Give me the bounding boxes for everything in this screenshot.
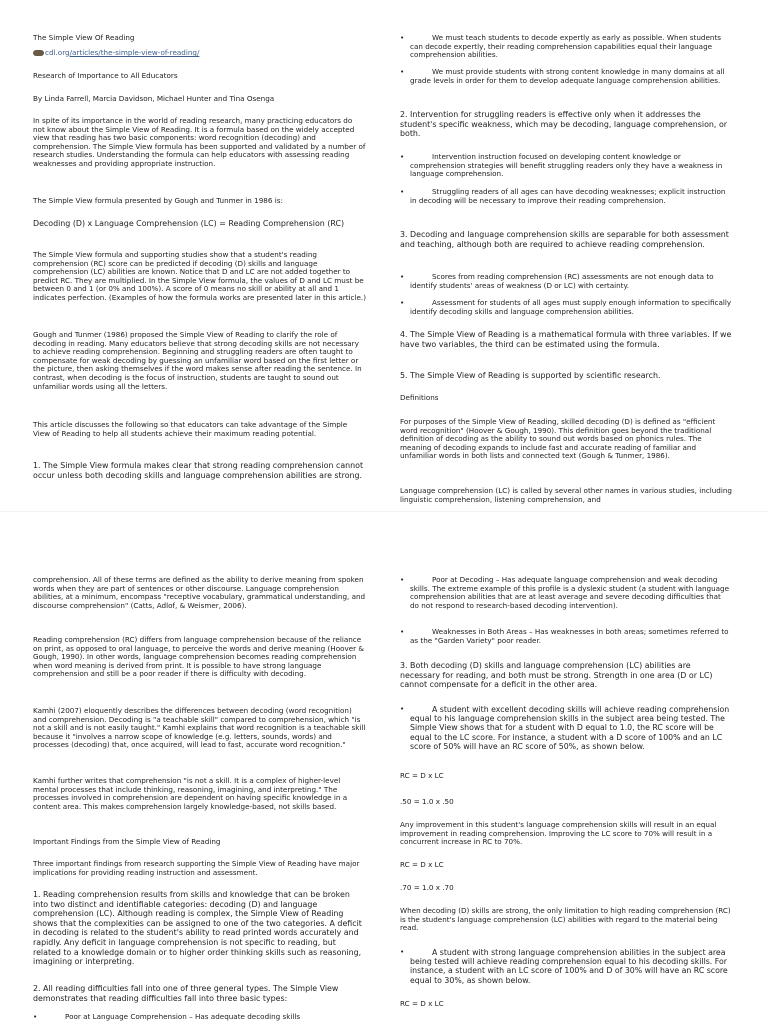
list-item-text: A student with strong language comprehension abilities in the subject area being tested will achieve reading comprehension equal to his decoding skills. For instance, a student with an LC score of 100% and D of 30% will have an RC score equal to 30%, as shown below. <box>410 948 728 985</box>
list-item <box>33 1013 366 1022</box>
bullet-icon: • <box>400 298 405 307</box>
list-item-text: Assessment for students of all ages must supply enough information to specifically identify decoding skills and language comprehension abilities. <box>410 298 732 316</box>
list-item-text: A student with excellent decoding skills will achieve reading comprehension equal to his language comprehension skills in the subject area being tested. The Simple View shows that for a student with D equal to 1.0, the RC score will be equal to the LC score. For instance, a student with a D score of 100% and an LC score of 50% will have an RC score of 50%, as shown below. <box>410 705 730 751</box>
bullet-icon: • <box>33 1012 38 1021</box>
bullet-icon: • <box>400 575 405 584</box>
list-item <box>400 273 732 290</box>
bullet-icon: • <box>400 947 405 956</box>
list-item-text: We must provide students with strong content knowledge in many domains at all grade levels in order for them to develop adequate language comprehension abilities. <box>410 67 725 85</box>
bullet-icon: • <box>400 187 405 196</box>
formula-explanation: The Simple View formula and supporting studies show that a student's reading comprehension (RC) score can be predicted if decoding (D) skills and language comprehension (LC) abilities are known. Notice that D and LC are not added together to predict RC. They are multiplied. In the Simple View formula, the values of D and LC must be between 0 and 1 (or 0% and 100%). A score of 0 means no skill or ability at all and 1 indicates perfection. (Examples of how the formula works are presented later in this article.) <box>33 250 367 302</box>
list-item <box>400 948 732 985</box>
gough-tunmer-paragraph: Gough and Tunmer (1986) proposed the Simple View of Reading to clarify the role of decoding in reading. Many educators believe that strong decoding skills are not necessary to achieve reading comprehension. Beginning and struggling readers are often taught to compensate for weak decoding by guessing an unfamiliar word based on the first letter or the picture, then asking themselves if the word makes sense after reading the sentence. In contrast, when decoding is the focus of instruction, students are taught to sound out unfamiliar words using all the letters. <box>33 330 362 391</box>
rc-definition: Reading comprehension (RC) differs from language comprehension because of the reliance on print, as opposed to oral language, to perceive the words and derive meaning (Hoover & Gough, 1990). In other words, language comprehension becomes reading comprehension when word meaning is derived from print. It is possible to have strong language comprehension and still be a poor reader if there is difficulty with decoding. <box>33 635 365 679</box>
bullet-icon: • <box>400 67 405 76</box>
finding-1-paragraph: 1. Reading comprehension results from skills and knowledge that can be broken into two distinct and identifiable categories: decoding (D) and language comprehension (LC). Although reading is complex, the Simple View of Reading shows that the complexities can be assigned to one of the two categories. A deficit in decoding is related to the student's ability to read printed words accurately and rapidly. Any deficit in language comprehension is not specific to reading, but related to a knowledge domain or to higher order thinking skills such as reasoning, imagining or interpreting. <box>33 890 362 967</box>
intro-paragraph: In spite of its importance in the world of reading research, many practicing educators do not know about the Simple View of Reading. It is a formula based on the widely accepted view that reading has two basic components: word recognition (decoding) and comprehension. The Simple View formula has been supported and validated by a number of research studies. Understanding the formula can help educators with assessing reading weaknesses and providing appropriate instruction. <box>33 116 366 168</box>
bullet-icon: • <box>400 272 405 281</box>
decoding-definition: For purposes of the Simple View of Reading, skilled decoding (D) is defined as "efficient word recognition" (Hoover & Gough, 1990). This definition goes beyond the traditional definition of decoding as the ability to sound out words based on phonics rules. The meaning of decoding expands to include fast and accurate reading of familiar and unfamiliar words in both lists and connected text (Gough & Tunmer, 1986). <box>400 417 716 461</box>
language-comprehension-definition: Language comprehension (LC) is called by several other names in various studies, including linguistic comprehension, listening comprehension, and <box>400 486 732 504</box>
bullet-icon: • <box>400 704 405 713</box>
finding-2-heading: 2. Intervention for struggling readers is effective only when it addresses the student's specific weakness, which may be decoding, language comprehension, or both. <box>400 110 728 139</box>
list-item-text: Struggling readers of all ages can have decoding weaknesses; explicit instruction in decoding will be necessary to improve their reading comprehension. <box>410 187 726 205</box>
lc-definition-continued: comprehension. All of these terms are defined as the ability to derive meaning from spoken words when they are part of sentences or other discourse. Language comprehension abilities, at a minimum, encompass "receptive vocabulary, grammatical understanding, and discourse comprehension" (Catts, Adlof, & Weismer, 2006). <box>33 575 366 610</box>
list-item-text: Intervention instruction focused on developing content knowledge or comprehension strategies will benefit struggling readers only they have a weakness in language comprehension. <box>410 152 723 179</box>
finding-2-paragraph: 2. All reading difficulties fall into one of three general types. The Simple View demonstrates that reading difficulties fall into three basic types: <box>33 984 339 1003</box>
finding-1-heading: 1. The Simple View formula makes clear that strong reading comprehension cannot occur unless both decoding skills and language comprehension abilities are strong. <box>33 461 364 480</box>
article-title: The Simple View Of Reading <box>33 33 135 42</box>
list-item <box>400 299 732 316</box>
equation-1: RC = D x LC <box>400 771 444 780</box>
list-item-text: Poor at Decoding – Has adequate language comprehension and weak decoding skills. The extreme example of this profile is a dyslexic student (a student with language comprehension abilities that are at least average and severe decoding difficulties that do not respond to research-based decoding intervention). <box>410 575 730 610</box>
bullet-icon: • <box>400 33 405 42</box>
kamhi-paragraph: Kamhi (2007) eloquently describes the differences between decoding (word recognition) and comprehension. Decoding is "a teachable skill" compared to comprehension, which "is not a skill and is not easily taught." Kamhi explains that word recognition is a teachable skill because it "involves a narrow scope of knowledge (e.g. letters, sounds, words) and processes (decoding) that, once acquired, will lead to fast, accurate word recognition." <box>33 706 366 750</box>
list-item <box>400 34 732 60</box>
authors: By Linda Farrell, Marcia Davidson, Michael Hunter and Tina Osenga <box>33 94 275 103</box>
finding-4-heading: 4. The Simple View of Reading is a mathematical formula with three variables. If we have two variables, the third can be estimated using the formula. <box>400 330 732 349</box>
equation-3: RC = D x LC <box>400 860 444 869</box>
list-item-text: Weaknesses in Both Areas – Has weaknesses in both areas; sometimes referred to as the "Garden Variety" poor reader. <box>410 627 729 645</box>
article-subtitle: Research of Importance to All Educators <box>33 71 178 80</box>
finding-5-heading: 5. The Simple View of Reading is supported by scientific research. <box>400 371 661 380</box>
important-findings-intro: Three important findings from research supporting the Simple View of Reading have major implications for providing reading instruction and assessment. <box>33 859 360 877</box>
equation-2: .50 = 1.0 x .50 <box>400 797 454 806</box>
list-item <box>400 188 732 205</box>
list-item-text: Poor at Language Comprehension – Has adequate decoding skills <box>65 1012 301 1021</box>
finding-3-heading: 3. Decoding and language comprehension skills are separable for both assessment and teaching, although both are required to achieve reading comprehension. <box>400 230 729 249</box>
list-item <box>400 628 732 645</box>
important-findings-heading: Important Findings from the Simple View of Reading <box>33 837 221 846</box>
kamhi-further-paragraph: Kamhi further writes that comprehension "is not a skill. It is a complex of higher-level mental processes that include thinking, reasoning, imagining, and interpreting." The processes involved in comprehension are dependent on having specific knowledge in a content area. This makes comprehension largely knowledge-based, not skills based. <box>33 776 348 811</box>
site-name[interactable]: cdl.org <box>45 48 70 57</box>
article-purpose: This article discusses the following so that educators can take advantage of the Simple View of Reading to help all students achieve their maximum reading potential. <box>33 420 348 438</box>
source-link[interactable] <box>33 49 366 58</box>
finding-3-paragraph: 3. Both decoding (D) skills and language comprehension (LC) abilities are necessary for reading, and both must be strong. Strength in one area (D or LC) cannot compensate for a deficit in the other area. <box>400 661 713 690</box>
url-path-link[interactable]: /articles/the-simple-view-of-reading/ <box>69 48 200 57</box>
page-bottom <box>0 512 768 1024</box>
strong-decoding-paragraph: When decoding (D) skills are strong, the only limitation to high reading comprehension (RC) is the student's language comprehension (LC) abilities with regard to the material being read. <box>400 906 731 933</box>
equation-4: .70 = 1.0 x .70 <box>400 883 454 892</box>
lc-improvement-paragraph: Any improvement in this student's language comprehension skills will result in an equal improvement in reading comprehension. Improving the LC score to 70% will result in a concurrent increase in RC to 70%. <box>400 820 717 847</box>
formula-text: Decoding (D) x Language Comprehension (LC) = Reading Comprehension (RC) <box>33 219 345 228</box>
bullet-icon: • <box>400 627 405 636</box>
list-item <box>400 68 732 85</box>
definitions-heading: Definitions <box>400 393 439 402</box>
list-item-text: We must teach students to decode expertly as early as possible. When students can decode expertly, their reading comprehension capabilities equal their language comprehension abilities. <box>410 33 722 60</box>
site-favicon-icon <box>33 50 44 56</box>
formula-intro: The Simple View formula presented by Gough and Tunmer in 1986 is: <box>33 196 283 205</box>
list-item-text: Scores from reading comprehension (RC) assessments are not enough data to identify students' areas of weakness (D or LC) with certainty. <box>410 272 714 290</box>
list-item <box>400 153 732 179</box>
list-item <box>400 576 732 610</box>
bullet-icon: • <box>400 152 405 161</box>
equation-5: RC = D x LC <box>400 999 444 1008</box>
list-item <box>400 705 732 751</box>
